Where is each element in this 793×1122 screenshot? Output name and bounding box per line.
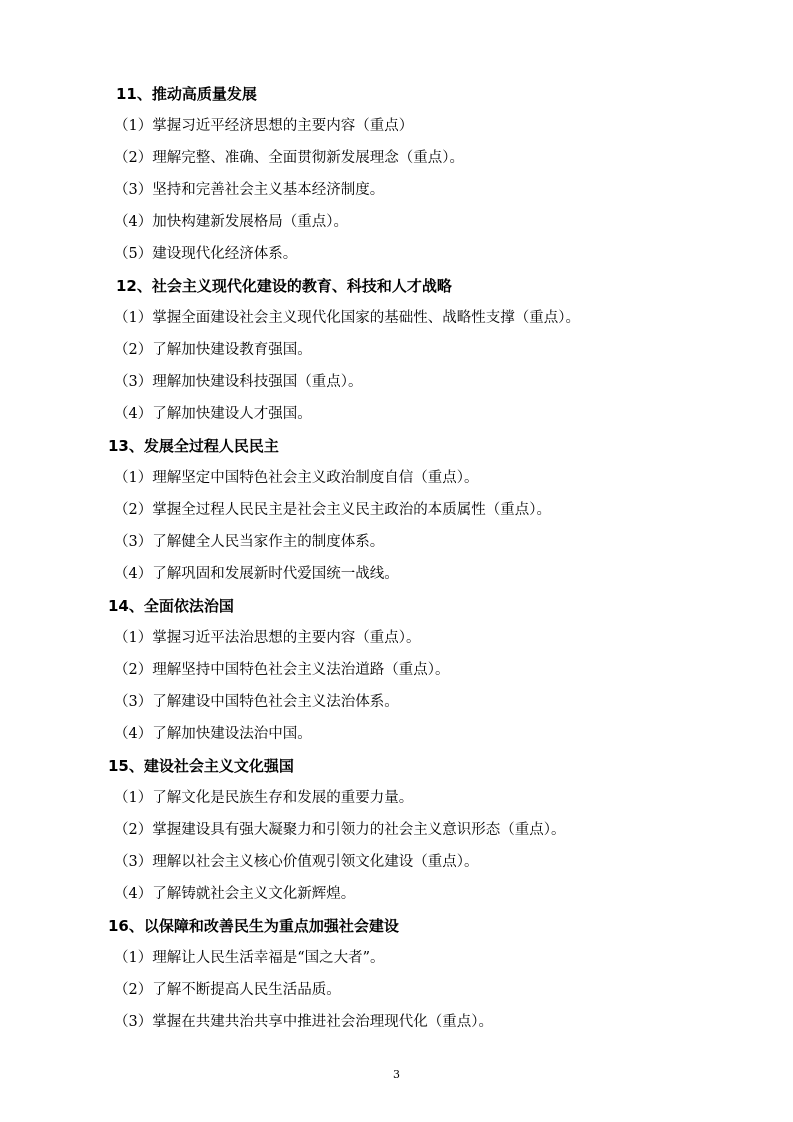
list-item: （2）了解加快建设教育强国。	[114, 342, 312, 358]
list-item: （1）理解让人民生活幸福是“国之大者”。	[114, 950, 385, 966]
list-item: （2）掌握建设具有强大凝聚力和引领力的社会主义意识形态（重点）。	[114, 822, 566, 838]
list-item: （1）掌握全面建设社会主义现代化国家的基础性、战略性支撑（重点）。	[114, 310, 580, 326]
section-heading: 16、以保障和改善民生为重点加强社会建设	[108, 917, 399, 935]
list-item: （3）了解建设中国特色社会主义法治体系。	[114, 694, 399, 710]
list-item: （1）了解文化是民族生存和发展的重要力量。	[114, 790, 414, 806]
section-15	[0, 750, 793, 910]
section-16	[0, 910, 793, 1038]
section-11	[0, 78, 793, 270]
list-item: （2）理解坚持中国特色社会主义法治道路（重点）。	[114, 662, 450, 678]
list-item: （3）理解以社会主义核心价值观引领文化建设（重点）。	[114, 854, 479, 870]
list-item: （3）理解加快建设科技强国（重点）。	[114, 374, 363, 390]
section-heading: 12、社会主义现代化建设的教育、科技和人才战略	[116, 277, 452, 295]
list-item: （4）了解加快建设法治中国。	[114, 726, 312, 742]
list-item: （4）加快构建新发展格局（重点）。	[114, 214, 348, 230]
list-item: （4）了解巩固和发展新时代爱国统一战线。	[114, 566, 399, 582]
list-item: （3）掌握在共建共治共享中推进社会治理现代化（重点）。	[114, 1014, 493, 1030]
document-body	[0, 78, 793, 1038]
section-13	[0, 430, 793, 590]
list-item: （1）理解坚定中国特色社会主义政治制度自信（重点）。	[114, 470, 479, 486]
list-item: （2）理解完整、准确、全面贯彻新发展理念（重点）。	[114, 150, 464, 166]
section-14	[0, 590, 793, 750]
list-item: （3）坚持和完善社会主义基本经济制度。	[114, 182, 385, 198]
section-heading: 14、全面依法治国	[108, 597, 234, 615]
section-heading: 15、建设社会主义文化强国	[108, 757, 294, 775]
list-item: （4）了解加快建设人才强国。	[114, 406, 312, 422]
section-heading: 13、发展全过程人民民主	[108, 437, 279, 455]
list-item: （1）掌握习近平经济思想的主要内容（重点）	[114, 118, 414, 134]
section-heading: 11、推动高质量发展	[116, 85, 257, 103]
list-item: （2）了解不断提高人民生活品质。	[114, 982, 341, 998]
list-item: （1）掌握习近平法治思想的主要内容（重点）。	[114, 630, 421, 646]
list-item: （3）了解健全人民当家作主的制度体系。	[114, 534, 385, 550]
section-12	[0, 270, 793, 430]
list-item: （2）掌握全过程人民民主是社会主义民主政治的本质属性（重点）。	[114, 502, 551, 518]
list-item: （5）建设现代化经济体系。	[114, 246, 298, 262]
page-number: 3	[393, 1068, 400, 1081]
list-item: （4）了解铸就社会主义文化新辉煌。	[114, 886, 356, 902]
